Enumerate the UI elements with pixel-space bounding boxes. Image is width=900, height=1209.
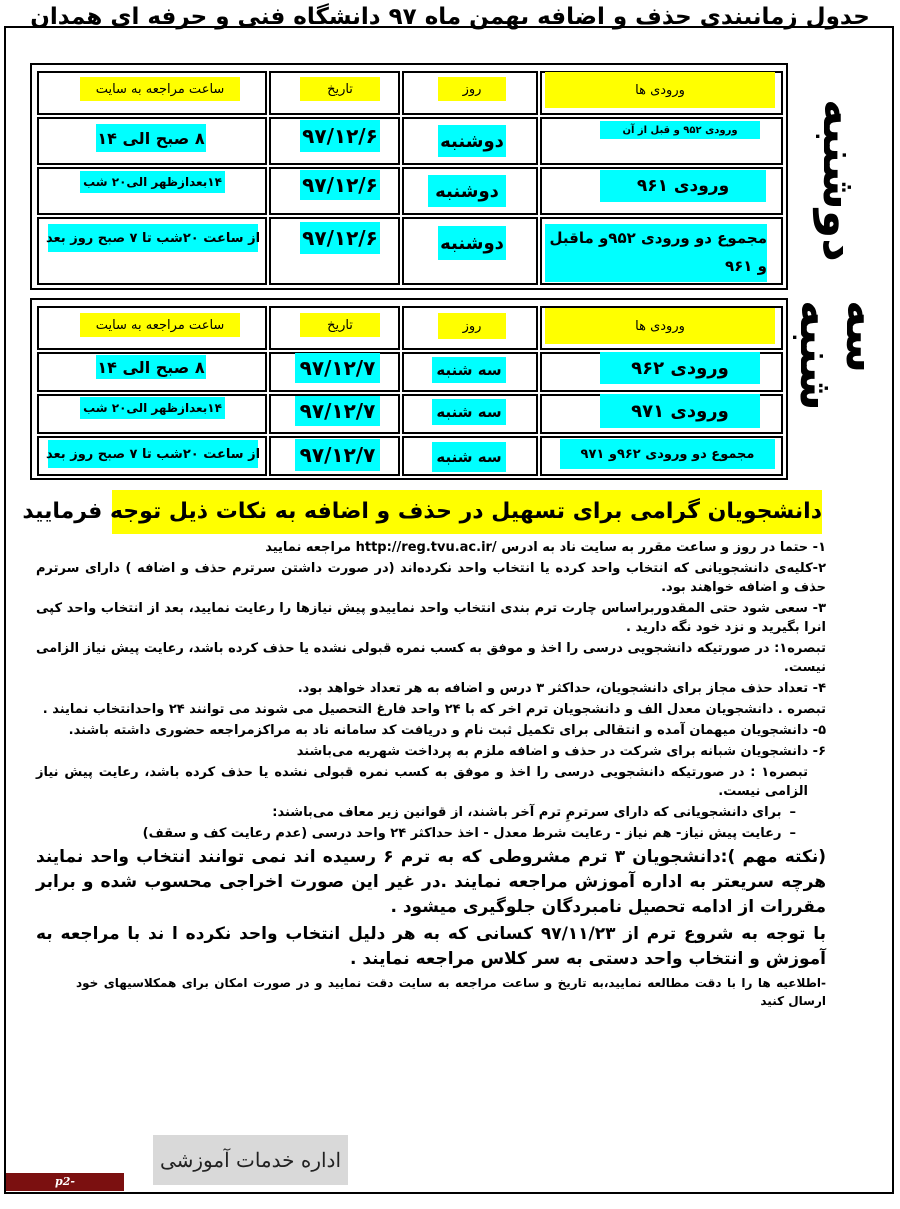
monday-header-date: تاریخ: [300, 77, 380, 101]
monday-row3-day: دوشنبه: [438, 226, 506, 260]
tuesday-row3-day: سه شنبه: [432, 442, 506, 472]
note-5: ۵- دانشجویان میهمان آمده و انتقالی برای تکمیل ثبت نام و دریافت کد سامانه ناد به مراکزمراجعه حضوری داشته باشند.: [68, 723, 826, 738]
note-remark-2: تبصره . دانشجویان معدل الف و دانشجویان ترم اخر که با ۲۴ واحد فارغ التحصیل می شوند می توانند ۲۴ واحدانتخاب نمایند .: [42, 702, 826, 717]
monday-row1-date: ۹۷/۱۲/۶: [300, 120, 380, 152]
note-remark-1: تبصره۱: در صورتیکه دانشجویی درسی را اخذ و موفق به کسب نمره قبولی نشده یا حذف کرده باشد، رعایت پیش نیاز الزامی نیست.: [36, 641, 826, 675]
note-3: ۳- سعی شود حتی المقدوربراساس چارت ترم بندی انتخاب واحد نماییدو پیش نیازها را رعایت نمایید، بعد از انتخاب واحد کپی انرا بگیرید و نزد خود نگه دارید .: [36, 601, 826, 635]
tuesday-header-time: ساعت مراجعه به سایت: [80, 313, 240, 337]
monday-row2-day: دوشنبه: [428, 175, 506, 207]
note-bullet-2: – رعایت پیش نیاز- هم نیاز - رعایت شرط معدل - اخذ حداکثر ۲۴ واحد درسی (عدم رعایت کف و سقف): [36, 824, 826, 843]
note-remark-3: تبصره۱ : در صورتیکه دانشجویی درسی را اخذ و موفق به کسب نمره قبولی نشده یا حذف کرده باشد، رعایت پیش نیاز الزامی نیست.: [36, 765, 808, 799]
tuesday-row2-time: ۱۴بعدازظهر الی۲۰ شب: [80, 397, 225, 419]
tuesday-row1-date: ۹۷/۱۲/۷: [295, 353, 380, 383]
tuesday-header-day: روز: [438, 313, 506, 339]
monday-row1-day: دوشنبه: [438, 125, 506, 157]
monday-row3-time: از ساعت ۲۰شب تا ۷ صبح روز بعد: [48, 224, 258, 252]
monday-header-day: روز: [438, 77, 506, 101]
notes-body: [36, 538, 826, 1012]
day-label-tuesday: سه شنبه: [790, 300, 890, 411]
site-watermark: p2-hamedan.nus.ac.ir: [7, 1175, 123, 1206]
note-1: ۱- حتما در روز و ساعت مقرر به سایت ناد به ادرس http://reg.tvu.ac.ir/ مراجعه نمایید: [265, 540, 826, 555]
tuesday-row3-time: از ساعت ۲۰شب تا ۷ صبح روز بعد: [48, 440, 258, 468]
monday-row1-time: ۸ صبح الی ۱۴: [96, 124, 206, 152]
monday-row1-entry: ورودی ۹۵۲ و قبل از آن: [600, 121, 760, 139]
monday-header-entries: ورودی ها: [545, 72, 775, 108]
note-term-start: با توجه به شروع ترم از ۹۷/۱۱/۲۳ کسانی که به هر دلیل انتخاب واحد نکرده ا ند با مراجعه به آموزش و انتخاب واحد دستی به سر کلاس مراجعه نمایند .: [36, 924, 827, 969]
monday-row2-entry: ورودی ۹۶۱: [600, 170, 766, 202]
tuesday-row2-date: ۹۷/۱۲/۷: [295, 396, 380, 426]
monday-row3-date: ۹۷/۱۲/۶: [300, 222, 380, 254]
signature-office: اداره خدمات آموزشی: [153, 1135, 348, 1185]
tuesday-row2-day: سه شنبه: [432, 399, 506, 425]
monday-row2-date: ۹۷/۱۲/۶: [300, 170, 380, 200]
tuesday-header-date: تاریخ: [300, 313, 380, 337]
note-6: ۶- دانشجویان شبانه برای شرکت در حذف و اضافه ملزم به پرداخت شهریه می‌باشند: [296, 744, 826, 759]
tuesday-header-entries: ورودی ها: [545, 308, 775, 344]
note-final: -اطلاعیه ها را با دقت مطالعه نمایید،به تاریخ و ساعت مراجعه به سایت دقت نمایید و در صورت امکان برای همکلاسیهای خود ارسال کنید: [76, 976, 826, 1008]
day-label-monday: دوشنبه: [813, 98, 867, 262]
tuesday-row2-entry: ورودی ۹۷۱: [600, 394, 760, 428]
tuesday-row3-entry: مجموع دو ورودی ۹۶۲و ۹۷۱: [560, 439, 775, 469]
note-4: ۴- تعداد حذف مجاز برای دانشجویان، حداکثر ۳ درس و اضافه به هر تعداد خواهد بود.: [297, 681, 826, 696]
tuesday-row1-entry: ورودی ۹۶۲: [600, 352, 760, 384]
page-title: جدول زمانبندی حذف و اضافه بهمن ماه ۹۷ دانشگاه فنی و حرفه ای همدان: [30, 4, 870, 30]
tuesday-row1-time: ۸ صبح الی ۱۴: [96, 355, 206, 379]
note-bullet-1: – برای دانشجویانی که دارای سرترمِ ترم آخر باشند، از قوانین زیر معاف می‌باشند:: [36, 803, 826, 822]
note-important: (نکته مهم ):دانشجویان ۳ ترم مشروطی که به ترم ۶ رسیده اند نمی توانند انتخاب واحد نمایند هرچه سریعتر به اداره آموزش مراجعه نمایند .در غیر این صورت اخراجی محسوب شده و برابر مقررات از ادامه تحصیل نامبردگان جلوگیری میشود .: [36, 847, 826, 917]
note-2: ۲-کلیه‌ی دانشجویانی که انتخاب واحد کرده یا انتخاب واحد نکرده‌اند (در صورت داشتن سرترم حذف و اضافه ) دارای سرترم حذف و اضافه خواهند بود.: [36, 561, 826, 595]
tuesday-row1-day: سه شنبه: [432, 357, 506, 383]
notes-title: دانشجویان گرامی برای تسهیل در حذف و اضافه به نکات ذیل توجه فرمایید: [112, 490, 822, 534]
monday-row3-entry: مجموع دو ورودی ۹۵۲و ماقبل و ۹۶۱: [545, 224, 767, 282]
monday-header-time: ساعت مراجعه به سایت: [80, 77, 240, 101]
monday-row2-time: ۱۴بعدازظهر الی۲۰ شب: [80, 171, 225, 193]
tuesday-row3-date: ۹۷/۱۲/۷: [295, 439, 380, 471]
